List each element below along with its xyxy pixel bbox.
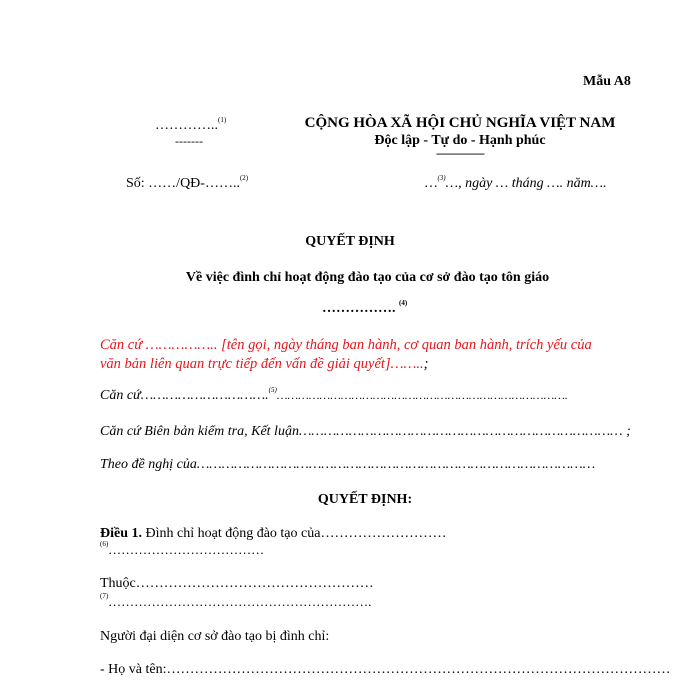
place-date (425, 176, 607, 192)
article-1-label: Điều 1. (100, 526, 142, 541)
footnote-1: (1) (218, 116, 227, 124)
org-rule: ------- (175, 134, 203, 148)
basis-guidance-line1: Căn cứ …………….. [tên gọi, ngày tháng ban hành, cơ quan ban hành, trích yếu của (100, 337, 592, 353)
motto: Độc lập - Tự do - Hạnh phúc (374, 133, 546, 148)
belong-line: Thuộc…………………………………………… (100, 576, 374, 591)
date-text: …, ngày … tháng …. năm…. (445, 176, 607, 191)
org-name-placeholder (155, 118, 226, 134)
article-1 (100, 526, 446, 542)
footnote-6: (6) (100, 540, 109, 548)
issuer-placeholder (322, 301, 407, 317)
document-number (126, 176, 248, 192)
article-1-line-6 (100, 542, 264, 558)
article-1-line-7 (100, 594, 371, 610)
representative-name-line: - Họ và tên:……………………………………………………………………………………………… (100, 662, 671, 677)
basis-line-2-pre: Căn cứ…………………………. (100, 388, 269, 403)
footnote-5: (5) (268, 386, 277, 394)
place-dots: … (425, 176, 438, 191)
representative-label: Người đại diện cơ sở đào tạo bị đình chỉ: (100, 629, 330, 644)
article-1-text: Đình chỉ hoạt động đào tạo của……………………… (142, 526, 447, 541)
form-code: Mẫu A8 (583, 74, 631, 89)
article-1-dots-7: ……………………………………………………. (108, 594, 372, 609)
footnote-7: (7) (100, 592, 109, 600)
issuer-dots: ……………. (322, 301, 396, 316)
article-1-dots-6: ……………………………… (108, 542, 265, 557)
decision-heading: QUYẾT ĐỊNH: (317, 492, 413, 507)
basis-line-2-post: ………………………………………………………………………. (276, 388, 568, 402)
motto-rule: ---------------- (436, 146, 484, 160)
basis-guidance-line2-text: văn bản liên quan trực tiếp đến vấn đề giải quyết]…….. (100, 356, 424, 372)
basis-guidance-end: ; (423, 356, 429, 372)
basis-line-4: Theo đề nghị của…………………………………………………………………………………… (100, 457, 596, 472)
basis-line-3: Căn cứ Biên bản kiểm tra, Kết luận…………………………………………………………………… ; (100, 424, 631, 439)
footnote-4: (4) (399, 299, 408, 307)
basis-line-2 (100, 388, 568, 404)
country-name: CỘNG HÒA XÃ HỘI CHỦ NGHĨA VIỆT NAM (304, 115, 616, 131)
document-subject: Về việc đình chỉ hoạt động đào tạo của cơ sở đào tạo tôn giáo (185, 270, 550, 285)
footnote-3: (3) (437, 174, 446, 182)
footnote-2: (2) (239, 174, 249, 182)
org-dots: ………….. (155, 118, 218, 133)
document-title: QUYẾT ĐỊNH (305, 234, 395, 249)
document-number-label: Số: ……/QĐ-…….. (126, 176, 240, 191)
basis-guidance-line2 (100, 356, 428, 373)
